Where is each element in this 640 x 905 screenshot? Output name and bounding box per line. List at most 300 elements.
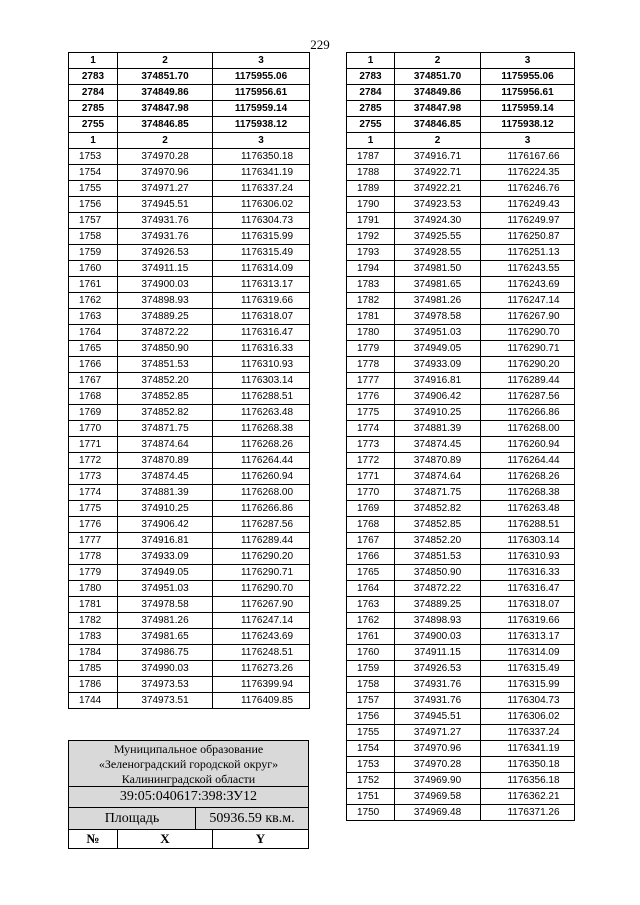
point-number-cell: 1753 [69, 149, 118, 165]
y-coordinate-cell: 1176249.97 [481, 213, 575, 229]
point-number-cell: 1786 [69, 677, 118, 693]
point-number-cell: 1777 [69, 533, 118, 549]
point-number-cell: 2755 [347, 117, 395, 133]
y-coordinate-cell: 1176266.86 [213, 501, 310, 517]
reference-row [69, 101, 310, 117]
point-number-cell: 1770 [69, 421, 118, 437]
point-number-cell: 1761 [347, 629, 395, 645]
x-coordinate-cell: 374916.81 [395, 373, 481, 389]
y-coordinate-cell: 1176315.99 [481, 677, 575, 693]
y-coordinate-cell: 1176350.18 [213, 149, 310, 165]
y-coordinate-cell: 1176287.56 [481, 389, 575, 405]
x-coordinate-cell: 374846.85 [395, 117, 481, 133]
table-row [347, 565, 575, 581]
y-coordinate-cell: 1176268.38 [481, 485, 575, 501]
x-coordinate-cell: 374945.51 [118, 197, 213, 213]
table-row [347, 805, 575, 821]
x-coordinate-cell: 374981.65 [118, 629, 213, 645]
table-row [69, 261, 310, 277]
x-coordinate-cell: 374874.64 [118, 437, 213, 453]
y-coordinate-cell: 1176268.26 [213, 437, 310, 453]
y-coordinate-cell: 1176167.66 [481, 149, 575, 165]
column-header-row [69, 53, 310, 69]
reference-row [347, 69, 575, 85]
point-number-cell: 1790 [347, 197, 395, 213]
y-coordinate-cell: 1175938.12 [213, 117, 310, 133]
x-coordinate-cell: 374969.58 [395, 789, 481, 805]
reference-row [347, 117, 575, 133]
table-row [347, 613, 575, 629]
point-number-cell: 1764 [347, 581, 395, 597]
table-row [347, 325, 575, 341]
table-row [347, 597, 575, 613]
x-coordinate-cell: 374911.15 [118, 261, 213, 277]
y-coordinate-cell: 1176310.93 [481, 549, 575, 565]
table-row [347, 373, 575, 389]
table-row [69, 197, 310, 213]
x-column-header: X [118, 830, 213, 848]
y-coordinate-cell: 1175956.61 [481, 85, 575, 101]
x-coordinate-cell: 374852.85 [395, 517, 481, 533]
x-coordinate-cell: 374898.93 [118, 293, 213, 309]
x-coordinate-cell: 374981.26 [118, 613, 213, 629]
y-coordinate-cell: 1176313.17 [213, 277, 310, 293]
table-row [69, 293, 310, 309]
point-number-cell: 1750 [347, 805, 395, 821]
point-number-cell: 1781 [69, 597, 118, 613]
area-value: 50936.59 кв.м. [209, 811, 295, 826]
table-row [69, 453, 310, 469]
table-row [347, 469, 575, 485]
point-number-cell: 1761 [69, 277, 118, 293]
y-coordinate-cell: 1176290.70 [481, 325, 575, 341]
x-coordinate-cell: 374900.03 [395, 629, 481, 645]
point-number-cell: 1758 [347, 677, 395, 693]
y-coordinate-cell: 1176356.18 [481, 773, 575, 789]
y-coordinate-cell: 1176306.02 [213, 197, 310, 213]
y-coordinate-cell: 1176243.69 [481, 277, 575, 293]
table-row [69, 677, 310, 693]
point-number-cell: 1782 [69, 613, 118, 629]
y-coordinate-cell: 1176290.20 [481, 357, 575, 373]
table-row [347, 229, 575, 245]
y-coordinate-cell: 1176249.43 [481, 197, 575, 213]
x-coordinate-cell: 374889.25 [118, 309, 213, 325]
x-coordinate-cell: 374986.75 [118, 645, 213, 661]
x-coordinate-cell: 374969.48 [395, 805, 481, 821]
point-number-cell: 1769 [69, 405, 118, 421]
y-coordinate-cell: 3 [213, 53, 310, 69]
table-row [347, 309, 575, 325]
table-row [347, 293, 575, 309]
x-coordinate-cell: 374978.58 [118, 597, 213, 613]
point-number-cell: 2783 [347, 69, 395, 85]
left-coordinates-table [68, 52, 310, 709]
x-coordinate-cell: 374874.64 [395, 469, 481, 485]
y-coordinate-cell: 1176409.85 [213, 693, 310, 709]
point-number-cell: 1766 [69, 357, 118, 373]
x-coordinate-cell: 374870.89 [118, 453, 213, 469]
table-row [69, 309, 310, 325]
point-number-cell: 1775 [347, 405, 395, 421]
point-number-cell: 2785 [69, 101, 118, 117]
municipality-line: «Зеленоградский городской округ» [98, 757, 279, 771]
x-coordinate-cell: 374925.55 [395, 229, 481, 245]
table-row [69, 613, 310, 629]
point-number-cell: 2784 [69, 85, 118, 101]
point-number-cell: 1794 [347, 261, 395, 277]
reference-row [347, 101, 575, 117]
table-row [347, 421, 575, 437]
y-coordinate-cell: 1176304.73 [481, 693, 575, 709]
point-number-cell: 1776 [347, 389, 395, 405]
point-number-cell: 2755 [69, 117, 118, 133]
x-coordinate-cell: 374849.86 [118, 85, 213, 101]
x-coordinate-cell: 2 [118, 133, 213, 149]
y-coordinate-cell: 1175955.06 [481, 69, 575, 85]
y-coordinate-cell: 1176263.48 [213, 405, 310, 421]
point-number-cell: 1773 [347, 437, 395, 453]
point-number-cell: 1759 [347, 661, 395, 677]
point-number-cell: 1783 [347, 277, 395, 293]
table-row [347, 197, 575, 213]
table-row [347, 245, 575, 261]
x-coordinate-cell: 374931.76 [395, 677, 481, 693]
table-row [347, 709, 575, 725]
point-number-cell: 1764 [69, 325, 118, 341]
x-coordinate-cell: 374931.76 [118, 229, 213, 245]
table-row [69, 421, 310, 437]
x-coordinate-cell: 374898.93 [395, 613, 481, 629]
table-row [69, 565, 310, 581]
point-number-cell: 2785 [347, 101, 395, 117]
table-row [69, 501, 310, 517]
point-number-cell: 1781 [347, 309, 395, 325]
y-coordinate-cell: 1176246.76 [481, 181, 575, 197]
y-coordinate-cell: 1176287.56 [213, 517, 310, 533]
point-number-cell: 1768 [347, 517, 395, 533]
table-row [69, 517, 310, 533]
x-coordinate-cell: 374851.70 [395, 69, 481, 85]
y-coordinate-cell: 1176304.73 [213, 213, 310, 229]
table-row [69, 597, 310, 613]
y-coordinate-cell: 1176350.18 [481, 757, 575, 773]
x-coordinate-cell: 374916.81 [118, 533, 213, 549]
point-number-cell: 1762 [347, 613, 395, 629]
table-row [69, 181, 310, 197]
point-number-cell: 1759 [69, 245, 118, 261]
y-coordinate-cell: 1176341.19 [213, 165, 310, 181]
column-header-row [347, 133, 575, 149]
point-number-cell: 1 [347, 133, 395, 149]
y-column-header: Y [255, 831, 266, 846]
y-coordinate-cell: 3 [481, 53, 575, 69]
y-coordinate-cell: 1176290.20 [213, 549, 310, 565]
y-coordinate-cell: 1176243.69 [213, 629, 310, 645]
point-number-cell: 1773 [69, 469, 118, 485]
x-coordinate-cell: 374910.25 [395, 405, 481, 421]
point-number-cell: 1762 [69, 293, 118, 309]
x-coordinate-cell: 374971.27 [395, 725, 481, 741]
y-coordinate-cell: 1176319.66 [213, 293, 310, 309]
y-coordinate-cell: 1175956.61 [213, 85, 310, 101]
y-coordinate-cell: 1176250.87 [481, 229, 575, 245]
table-row [69, 405, 310, 421]
table-row [347, 789, 575, 805]
x-coordinate-cell: 374851.53 [118, 357, 213, 373]
x-coordinate-cell: 374969.90 [395, 773, 481, 789]
table-row [347, 165, 575, 181]
point-number-cell: 1 [69, 53, 118, 69]
x-coordinate-cell: 374846.85 [118, 117, 213, 133]
table-row [347, 149, 575, 165]
x-coordinate-cell: 374951.03 [118, 581, 213, 597]
point-number-cell: 1770 [347, 485, 395, 501]
table-row [347, 437, 575, 453]
y-coordinate-cell: 1176263.48 [481, 501, 575, 517]
right-coordinates-table [346, 52, 575, 821]
x-coordinate-cell: 374970.96 [118, 165, 213, 181]
point-number-cell: 1 [347, 53, 395, 69]
x-coordinate-cell: 374852.85 [118, 389, 213, 405]
reference-row [69, 69, 310, 85]
table-row [347, 773, 575, 789]
point-number-cell: 1776 [69, 517, 118, 533]
table-row [347, 677, 575, 693]
point-number-cell: 1774 [347, 421, 395, 437]
y-coordinate-cell: 1176316.33 [481, 565, 575, 581]
x-coordinate-cell: 374889.25 [395, 597, 481, 613]
table-row [69, 389, 310, 405]
y-coordinate-cell: 1176310.93 [213, 357, 310, 373]
x-coordinate-cell: 374981.65 [395, 277, 481, 293]
y-coordinate-cell: 1176362.21 [481, 789, 575, 805]
x-coordinate-cell: 374945.51 [395, 709, 481, 725]
point-number-cell: 1755 [69, 181, 118, 197]
x-coordinate-cell: 374911.15 [395, 645, 481, 661]
point-number-cell: 1779 [347, 341, 395, 357]
y-coordinate-cell: 1176315.99 [213, 229, 310, 245]
y-coordinate-cell: 1175955.06 [213, 69, 310, 85]
x-coordinate-cell: 374924.30 [395, 213, 481, 229]
y-coordinate-cell: 1176251.13 [481, 245, 575, 261]
point-number-cell: 1755 [347, 725, 395, 741]
x-coordinate-cell: 374874.45 [395, 437, 481, 453]
x-coordinate-cell: 374870.89 [395, 453, 481, 469]
y-coordinate-cell: 1176314.09 [213, 261, 310, 277]
table-row [347, 629, 575, 645]
point-number-cell: 1766 [347, 549, 395, 565]
y-coordinate-cell: 1176268.38 [213, 421, 310, 437]
y-coordinate-cell: 1176268.00 [481, 421, 575, 437]
y-coordinate-cell: 1176313.17 [481, 629, 575, 645]
x-coordinate-cell: 374906.42 [118, 517, 213, 533]
x-coordinate-cell: 374900.03 [118, 277, 213, 293]
x-coordinate-cell: 374926.53 [118, 245, 213, 261]
point-number-cell: 1792 [347, 229, 395, 245]
point-number-cell: 1767 [69, 373, 118, 389]
x-coordinate-cell: 374970.28 [395, 757, 481, 773]
point-number-cell: 1752 [347, 773, 395, 789]
y-coordinate-cell: 1176247.14 [481, 293, 575, 309]
x-coordinate-cell: 374933.09 [118, 549, 213, 565]
point-number-cell: 1775 [69, 501, 118, 517]
point-number-cell: 1778 [347, 357, 395, 373]
table-row [69, 341, 310, 357]
y-coordinate-cell: 1176318.07 [481, 597, 575, 613]
y-coordinate-cell: 1175938.12 [481, 117, 575, 133]
y-coordinate-cell: 1176247.14 [213, 613, 310, 629]
y-coordinate-cell: 1176316.47 [481, 581, 575, 597]
point-number-cell: 1787 [347, 149, 395, 165]
x-coordinate-cell: 374850.90 [395, 565, 481, 581]
point-number-cell: 1772 [347, 453, 395, 469]
y-coordinate-cell: 1176315.49 [213, 245, 310, 261]
table-row [347, 661, 575, 677]
point-number-cell: 1758 [69, 229, 118, 245]
y-coordinate-cell: 1176371.26 [481, 805, 575, 821]
x-coordinate-cell: 374849.86 [395, 85, 481, 101]
point-number-cell: 1765 [347, 565, 395, 581]
x-coordinate-cell: 374949.05 [395, 341, 481, 357]
x-coordinate-cell: 374871.75 [395, 485, 481, 501]
y-coordinate-cell: 1176224.35 [481, 165, 575, 181]
y-coordinate-cell: 1176264.44 [213, 453, 310, 469]
table-row [69, 661, 310, 677]
x-coordinate-cell: 2 [395, 53, 481, 69]
x-coordinate-cell: 374970.96 [395, 741, 481, 757]
y-coordinate-cell: 1175959.14 [213, 101, 310, 117]
x-coordinate-cell: 374906.42 [395, 389, 481, 405]
x-coordinate-cell: 374933.09 [395, 357, 481, 373]
point-number-cell: 1767 [347, 533, 395, 549]
x-coordinate-cell: 2 [395, 133, 481, 149]
point-number-cell: 1763 [347, 597, 395, 613]
area-label: Площадь [69, 808, 196, 829]
x-coordinate-cell: 374881.39 [118, 485, 213, 501]
table-row [69, 437, 310, 453]
y-coordinate-cell: 1176268.26 [481, 469, 575, 485]
point-number-cell: 1778 [69, 549, 118, 565]
reference-row [347, 85, 575, 101]
y-coordinate-cell: 1176306.02 [481, 709, 575, 725]
table-row [347, 181, 575, 197]
point-number-cell: 1769 [347, 501, 395, 517]
table-row [69, 277, 310, 293]
x-coordinate-cell: 374981.26 [395, 293, 481, 309]
point-number-cell: 1782 [347, 293, 395, 309]
reference-row [69, 117, 310, 133]
table-row [347, 693, 575, 709]
table-row [347, 357, 575, 373]
point-number-cell: 1788 [347, 165, 395, 181]
x-coordinate-cell: 374949.05 [118, 565, 213, 581]
point-number-cell: 1754 [69, 165, 118, 181]
y-coordinate-cell: 1176316.33 [213, 341, 310, 357]
y-coordinate-cell: 1176289.44 [213, 533, 310, 549]
table-row [69, 645, 310, 661]
point-number-cell: 1751 [347, 789, 395, 805]
table-row [347, 517, 575, 533]
x-coordinate-cell: 374926.53 [395, 661, 481, 677]
point-number-cell: 1763 [69, 309, 118, 325]
point-number-cell: 1756 [347, 709, 395, 725]
point-number-cell: 2783 [69, 69, 118, 85]
x-coordinate-cell: 374850.90 [118, 341, 213, 357]
table-row [69, 549, 310, 565]
y-coordinate-cell: 1176303.14 [213, 373, 310, 389]
column-header-row [69, 133, 310, 149]
x-coordinate-cell: 374852.82 [395, 501, 481, 517]
area-row [68, 807, 309, 830]
y-coordinate-cell: 1176264.44 [481, 453, 575, 469]
table-row [69, 373, 310, 389]
x-coordinate-cell: 374852.20 [118, 373, 213, 389]
y-coordinate-cell: 1176268.00 [213, 485, 310, 501]
x-coordinate-cell: 374916.71 [395, 149, 481, 165]
y-coordinate-cell: 1176289.44 [481, 373, 575, 389]
x-coordinate-cell: 374872.22 [395, 581, 481, 597]
table-row [347, 453, 575, 469]
table-row [347, 741, 575, 757]
table-row [347, 501, 575, 517]
x-coordinate-cell: 374978.58 [395, 309, 481, 325]
cadastral-number: 39:05:040617:398:ЗУ12 [68, 786, 309, 808]
point-number-cell: 1772 [69, 453, 118, 469]
table-row [69, 229, 310, 245]
x-coordinate-cell: 374973.51 [118, 693, 213, 709]
y-coordinate-cell: 1175959.14 [481, 101, 575, 117]
table-row [69, 533, 310, 549]
point-number-cell: 1779 [69, 565, 118, 581]
x-coordinate-cell: 374981.50 [395, 261, 481, 277]
y-coordinate-cell: 1176399.94 [213, 677, 310, 693]
y-coordinate-cell: 1176314.09 [481, 645, 575, 661]
table-row [69, 213, 310, 229]
y-coordinate-cell: 1176248.51 [213, 645, 310, 661]
y-coordinate-cell: 1176288.51 [213, 389, 310, 405]
table-row [69, 581, 310, 597]
x-coordinate-cell: 374931.76 [118, 213, 213, 229]
reference-row [69, 85, 310, 101]
point-number-cell: 1793 [347, 245, 395, 261]
x-coordinate-cell: 374922.71 [395, 165, 481, 181]
point-number-cell: 1785 [69, 661, 118, 677]
y-coordinate-cell: 1176318.07 [213, 309, 310, 325]
table-row [347, 581, 575, 597]
table-row [69, 165, 310, 181]
coordinate-column-headers [68, 829, 309, 849]
table-row [347, 725, 575, 741]
table-row [347, 533, 575, 549]
x-coordinate-cell: 374971.27 [118, 181, 213, 197]
table-row [69, 693, 310, 709]
point-number-cell: 1760 [347, 645, 395, 661]
y-coordinate-cell: 1176303.14 [481, 533, 575, 549]
x-coordinate-cell: 374923.53 [395, 197, 481, 213]
point-number-cell: 1 [69, 133, 118, 149]
y-coordinate-cell: 1176316.47 [213, 325, 310, 341]
y-coordinate-cell: 1176290.71 [481, 341, 575, 357]
y-coordinate-cell: 1176260.94 [481, 437, 575, 453]
point-number-cell: 1757 [69, 213, 118, 229]
table-row [347, 341, 575, 357]
x-coordinate-cell: 374973.53 [118, 677, 213, 693]
y-coordinate-cell: 1176315.49 [481, 661, 575, 677]
y-coordinate-cell: 1176290.70 [213, 581, 310, 597]
column-header-row [347, 53, 575, 69]
x-coordinate-cell: 374852.20 [395, 533, 481, 549]
